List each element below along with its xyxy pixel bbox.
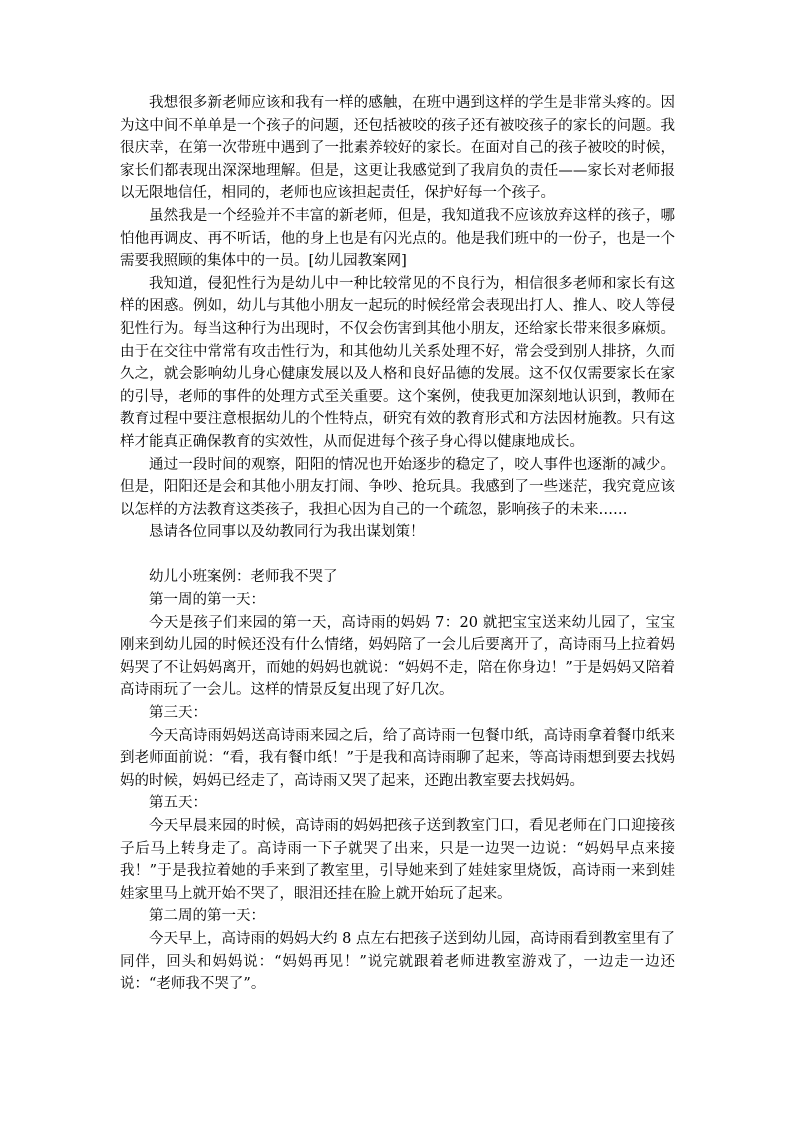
paragraph-new-teacher: 虽然我是一个经验并不丰富的新老师，但是，我知道我不应该放弃这样的孩子，哪怕他再调皮、再不听话，他的身上也是有闪光点的。他是我们班中的一份子，也是一个需要我照顾的集体中的一员。[幼儿园教案网] bbox=[120, 207, 675, 270]
heading-day5: 第五天： bbox=[149, 795, 207, 812]
paragraph-week2-day1: 今天早上，高诗雨的妈妈大约 8 点左右把孩子送到幼儿园，高诗雨看到教室里有了同伴，回头和妈妈说：“妈妈再见！”说完就跟着老师进教室游戏了，一边走一边还说：“老师我不哭了”。 bbox=[120, 930, 675, 993]
paragraph-experience: 我想很多新老师应该和我有一样的感触，在班中遇到这样的学生是非常头疼的。因为这中间不单单是一个孩子的问题，还包括被咬的孩子还有被咬孩子的家长的问题。我很庆幸，在第一次带班中遇到了一批素养较好的家长。在面对自己的孩子被咬的时候，家长们都表现出深深地理解。但是，这更让我感觉到了我肩负的责任——家长对老师报以无限地信任，相同的，老师也应该担起责任，保护好每一个孩子。 bbox=[120, 95, 675, 202]
heading-week1-day1: 第一周的第一天： bbox=[149, 592, 265, 609]
document-page bbox=[120, 92, 675, 996]
case-title: 幼儿小班案例：老师我不哭了 bbox=[149, 569, 338, 586]
paragraph-aggressive-behavior: 我知道，侵犯性行为是幼儿中一种比较常见的不良行为，相信很多老师和家长有这样的困惑。例如，幼儿与其他小朋友一起玩的时候经常会表现出打人、推人、咬人等侵犯性行为。每当这种行为出现时，不仅会伤害到其他小朋友，还给家长带来很多麻烦。由于在交往中常常有攻击性行为，和其他幼儿关系处理不好，常会受到别人排挤，久而久之，就会影响幼儿身心健康发展以及人格和良好品德的发展。这不仅仅需要家长在家的引导，老师的事件的处理方式至关重要。这个案例，使我更加深刻地认识到，教师在教育过程中要注意根据幼儿的个性特点，研究有效的教育形式和方法因材施教。只有这样才能真正确保教育的实效性，从而促进每个孩子身心得以健康地成长。 bbox=[120, 275, 675, 450]
paragraph-observation: 通过一段时间的观察，阳阳的情况也开始逐步的稳定了，咬人事件也逐渐的减少。但是，阳阳还是会和其他小朋友打闹、争吵、抢玩具。我感到了一些迷茫，我究竟应该以怎样的方法教育这类孩子，我担心因为自己的一个疏忽，影响孩子的未来…… bbox=[120, 456, 675, 518]
blank-line bbox=[120, 544, 675, 567]
heading-day3: 第三天： bbox=[149, 705, 207, 722]
paragraph-week1-day1: 今天是孩子们来园的第一天，高诗雨的妈妈 7：20 就把宝宝送来幼儿园了，宝宝刚来到幼儿园的时候还没有什么情绪，妈妈陪了一会儿后要离开了，高诗雨马上拉着妈妈哭了不让妈妈离开，而她的妈妈也就说：“妈妈不走，陪在你身边！”于是妈妈又陪着高诗雨玩了一会儿。这样的情景反复出现了好几次。 bbox=[120, 614, 675, 699]
paragraph-day5: 今天早晨来园的时候，高诗雨的妈妈把孩子送到教室门口，看见老师在门口迎接孩子后马上转身走了。高诗雨一下子就哭了出来，只是一边哭一边说：“妈妈早点来接我！”于是我拉着她的手来到了教室里，引导她来到了娃娃家里烧饭，高诗雨一来到娃娃家里马上就开始不哭了，眼泪还挂在脸上就开始玩了起来。 bbox=[120, 818, 675, 902]
paragraph-day3: 今天高诗雨妈妈送高诗雨来园之后，给了高诗雨一包餐巾纸，高诗雨拿着餐巾纸来到老师面前说：“看，我有餐巾纸！”于是我和高诗雨聊了起来，等高诗雨想到要去找妈妈的时候，妈妈已经走了，高诗雨又哭了起来，还跑出教室要去找妈妈。 bbox=[120, 727, 675, 789]
heading-week2-day1: 第二周的第一天： bbox=[149, 908, 265, 925]
paragraph-request: 恳请各位同事以及幼教同行为我出谋划策！ bbox=[149, 524, 425, 541]
